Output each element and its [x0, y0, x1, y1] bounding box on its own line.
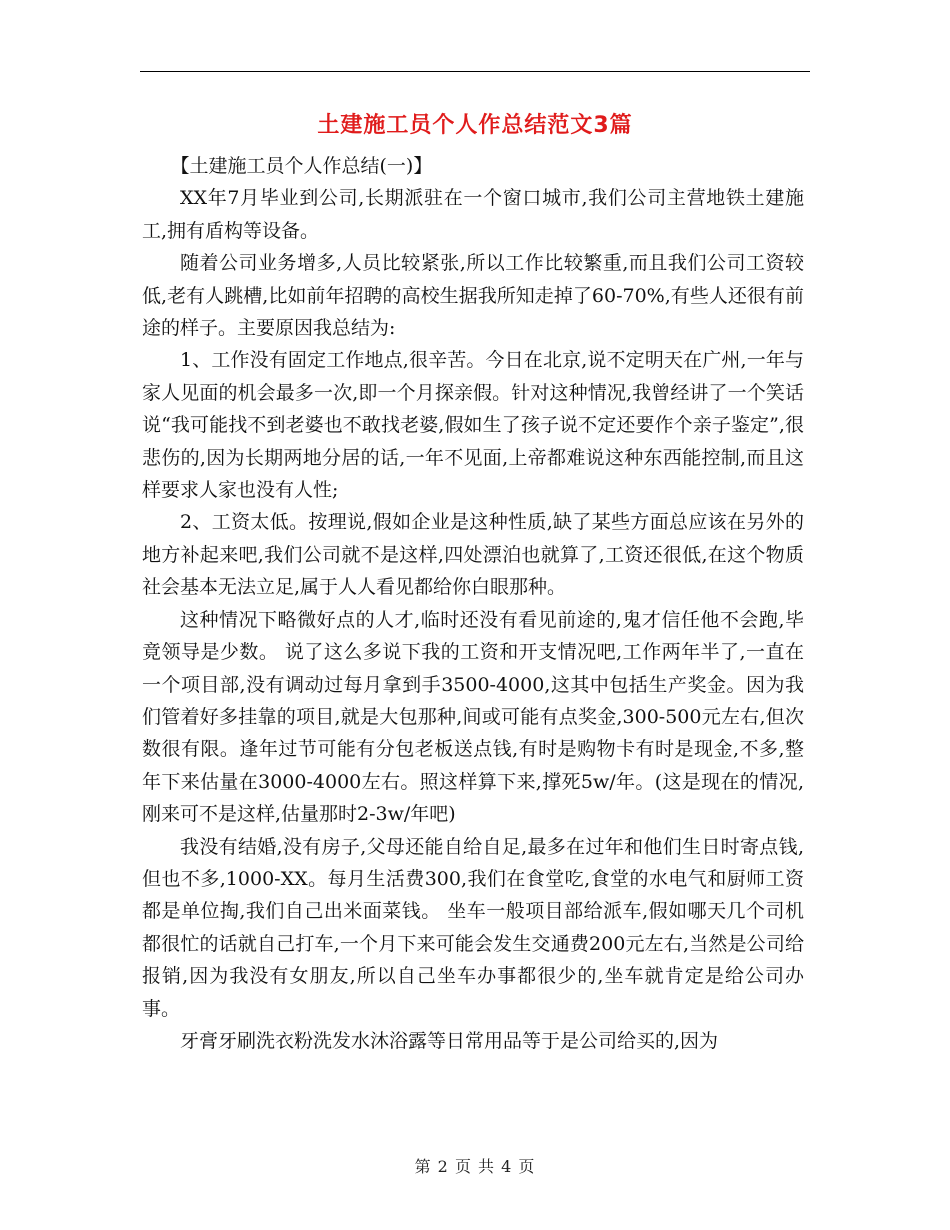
- paragraph: 1、工作没有固定工作地点,很辛苦。今日在北京,说不定明天在广州,一年与家人见面的机会最多一次,即一个月探亲假。针对这种情况,我曾经讲了一个笑话说“我可能找不到老婆也不敢找老婆,假如生了孩子说不定还要作个亲子鉴定”,很悲伤的,因为长期两地分居的话,一年不见面,上帝都难说这种东西能控制,而且这样要求人家也没有人性;: [142, 349, 804, 502]
- paragraph: 这种情况下略微好点的人才,临时还没有看见前途的,鬼才信任他不会跑,毕竟领导是少数。 说了这么多说下我的工资和开支情况吧,工作两年半了,一直在一个项目部,没有调动过每月拿到手3500-4000,这其中包括生产奖金。因为我们管着好多挂靠的项目,就是大包那种,间或可能有点奖金,300-500元左右,但次数很有限。逢年过节可能有分包老板送点钱,有时是购物卡有时是现金,不多,整年下来估量在3000-4000左右。照这样算下来,撑死5w/年。(这是现在的情况,刚来可不是这样,估量那时2-3w/年吧): [142, 608, 804, 826]
- section-heading: 【土建施工员个人作总结(一)】: [170, 155, 433, 177]
- document-body: [142, 150, 804, 1057]
- paragraph: XX年7月毕业到公司,长期派驻在一个窗口城市,我们公司主营地铁土建施工,拥有盾构等设备。: [142, 187, 804, 242]
- paragraph: 我没有结婚,没有房子,父母还能自给自足,最多在过年和他们生日时寄点钱,但也不多,1000-XX。每月生活费300,我们在食堂吃,食堂的水电气和厨师工资都是单位掏,我们自己出米面菜钱。 坐车一般项目部给派车,假如哪天几个司机都很忙的话就自己打车,一个月下来可能会发生交通费200元左右,当然是公司给报销,因为我没有女朋友,所以自己坐车办事都很少的,坐车就肯定是给公司办事。: [142, 835, 804, 1020]
- paragraph: 随着公司业务增多,人员比较紧张,所以工作比较繁重,而且我们公司工资较低,老有人跳槽,比如前年招聘的高校生据我所知走掉了60-70%,有些人还很有前途的样子。主要原因我总结为:: [142, 252, 804, 340]
- header-rule: [140, 71, 810, 72]
- document-title: 土建施工员个人作总结范文3篇: [317, 113, 633, 138]
- page-number-label: 第 2 页 共 4 页: [414, 1157, 536, 1176]
- paragraph: 2、工资太低。按理说,假如企业是这种性质,缺了某些方面总应该在另外的地方补起来吧,我们公司就不是这样,四处漂泊也就算了,工资还很低,在这个物质社会基本无法立足,属于人人看见都给你白眼那种。: [142, 511, 804, 599]
- page-footer: [0, 1154, 950, 1177]
- paragraph: 牙膏牙刷洗衣粉洗发水沐浴露等日常用品等于是公司给买的,因为: [180, 1029, 719, 1052]
